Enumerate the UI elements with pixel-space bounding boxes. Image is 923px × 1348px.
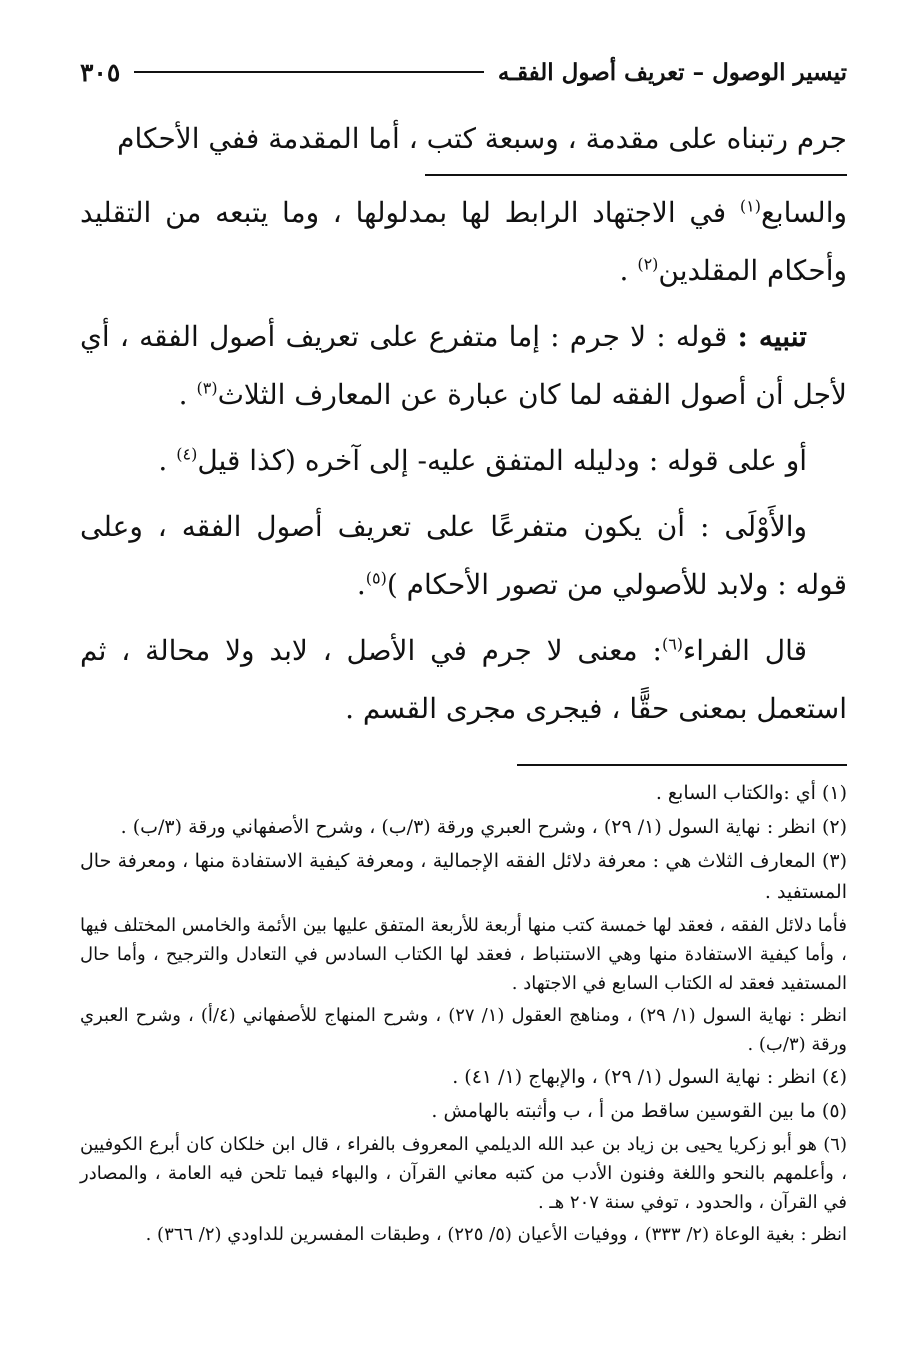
running-title: تيسير الوصول – تعريف أصول الفقـه <box>497 58 847 86</box>
footnote-4: (٤) انظر : نهاية السول (١/ ٢٩) ، والإبهاج (١/ ٤١) . <box>452 1066 847 1088</box>
footnote-ref-2: (٢) <box>637 254 659 274</box>
page-header <box>80 52 847 92</box>
header-rule <box>134 71 484 73</box>
paragraph-5 <box>80 498 847 614</box>
main-text <box>80 110 847 738</box>
footnote-6: (٦) هو أبو زكريا يحيى بن زياد بن عبد الله الديلمي المعروف بالفراء ، قال ابن خلكان كان أبرع الكوفيين ، وأعلمهم بالنحو واللغة وفنون الأدب من كتبه معاني القرآن ، والبهاء فيما تلحن فيه العامة ، والمصادر في القرآن ، والحدود ، توفي سنة ٢٠٧ هـ . <box>80 1134 848 1213</box>
footnote-ref-1: (١) <box>739 196 761 216</box>
footnote-3-continued: فأما دلائل الفقه ، فعقد لها خمسة كتب منها أربعة للأربعة المتفق عليها بين الأئمة والخامس المختلف فيها ، وأما كيفية الاستفادة منها وهي الاستنباط ، فعقد لها الكتاب السادس في التعادل والترجيح ، وأما حال المستفيد فعقد له الكتاب السابع في الاجتهاد . <box>80 915 847 994</box>
section-rule <box>425 174 847 176</box>
footnote-1: (١) أي :والكتاب السابع . <box>655 782 847 804</box>
paragraph-4 <box>80 432 847 490</box>
footnote-ref-3: (٣) <box>196 378 218 398</box>
paragraph-4-text-a: أو على قوله : ودليله المتفق عليه- إلى آخره (كذا قيل <box>197 444 807 477</box>
footnote-rule <box>517 764 847 766</box>
note-label: تنبيه : <box>737 320 807 353</box>
footnote-ref-4: (٤) <box>176 444 198 464</box>
paragraph-6-text-a: قال الفراء <box>683 634 808 667</box>
paragraph-6 <box>80 622 847 738</box>
paragraph-3-text-a: قوله : لا جرم : إما متفرع على تعريف أصول الفقه ، أي لأجل أن أصول الفقه لما كان عبارة عن المعارف الثلاث <box>80 320 847 411</box>
paragraph-3-text-b: . <box>178 378 197 411</box>
paragraph-1 <box>80 110 847 168</box>
footnote-3: (٣) المعارف الثلاث هي : معرفة دلائل الفقه الإجمالية ، ومعرفة كيفية الاستفادة منها ، ومعرفة حال المستفيد . <box>80 850 847 903</box>
paragraph-1-text: جرم رتبناه على مقدمة ، وسبعة كتب ، أما المقدمة ففي الأحكام <box>117 122 847 155</box>
footnote-3-sources: انظر : نهاية السول (١/ ٢٩) ، ومناهج العقول (١/ ٢٧) ، وشرح المنهاج للأصفهاني (٤/أ) ، وشرح العبري ورقة (٣/ب) . <box>80 1005 847 1055</box>
paragraph-6-text-b: : معنى لا جرم في الأصل ، لابد ولا محالة ، ثم استعمل بمعنى حقًّا ، فيجرى مجرى القسم . <box>80 634 847 725</box>
footnote-6-sources: انظر : بغية الوعاة (٢/ ٣٣٣) ، ووفيات الأعيان (٥/ ٢٢٥) ، وطبقات المفسرين للداودي (٢/ ٣٦٦) . <box>145 1224 847 1245</box>
paragraph-2-text-c: . <box>619 254 638 287</box>
footnotes <box>80 778 847 1249</box>
paragraph-2-text-b: في الاجتهاد الرابط لها بمدلولها ، وما يتبعه من التقليد وأحكام المقلدين <box>80 196 847 287</box>
footnote-ref-5: (٥) <box>365 568 387 588</box>
page-number: ٣٠٥ <box>80 57 121 87</box>
paragraph-4-text-b: . <box>158 444 177 477</box>
footnote-5: (٥) ما بين القوسين ساقط من أ ، ب وأثبته بالهامش . <box>431 1100 847 1122</box>
footnote-ref-6: (٦) <box>661 634 684 654</box>
paragraph-2 <box>80 184 847 300</box>
paragraph-5-text-a: والأَوْلَى : أن يكون متفرعًا على تعريف أصول الفقه ، وعلى قوله : ولابد للأصولي من تصور الأحكام ) <box>80 510 847 601</box>
footnote-2: (٢) انظر : نهاية السول (١/ ٢٩) ، وشرح العبري ورقة (٣/ب) ، وشرح الأصفهاني ورقة (٣/ب) . <box>120 816 847 838</box>
paragraph-5-text-b: . <box>356 568 366 601</box>
paragraph-2-text-a: والسابع <box>760 196 847 229</box>
paragraph-3 <box>80 308 847 424</box>
